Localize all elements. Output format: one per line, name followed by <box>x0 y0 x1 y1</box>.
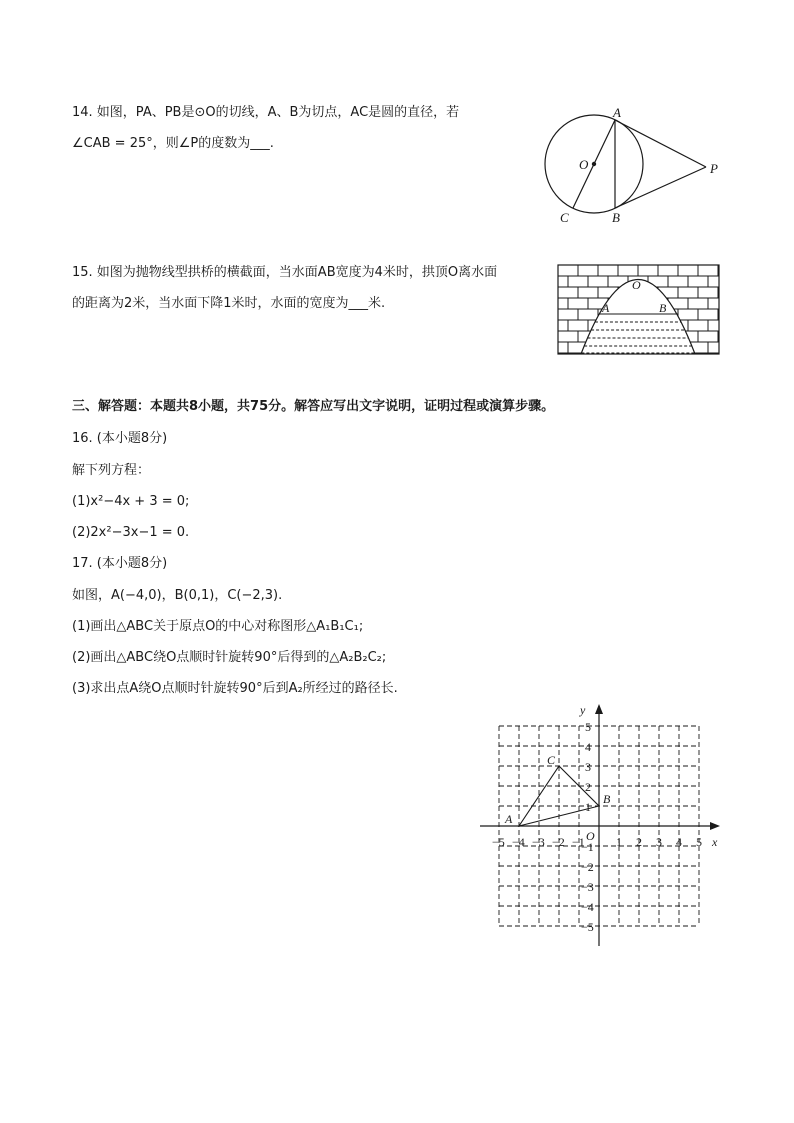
q16-item-1: (1)x²−4x + 3 = 0; <box>72 494 190 509</box>
y-tick-label: −5 <box>581 920 594 934</box>
y-tick-label: 2 <box>585 780 591 794</box>
x-tick-label: −1 <box>572 835 585 849</box>
q15-arch-bridge-figure <box>556 262 722 358</box>
label-a: A <box>505 812 513 826</box>
x-tick-label: −2 <box>552 835 565 849</box>
label-o: O <box>579 157 589 172</box>
q17-item-1: (1)画出△ABC关于原点O的中心对称图形△A₁B₁C₁; <box>72 619 364 634</box>
y-tick-label: −1 <box>581 840 594 854</box>
tangent-pa <box>615 120 706 167</box>
x-tick-label: 4 <box>676 835 682 849</box>
x-tick-label: 3 <box>656 835 662 849</box>
water-lines <box>581 322 694 353</box>
y-tick-label: −2 <box>581 860 594 874</box>
label-y: y <box>580 703 586 717</box>
y-tick-label: −3 <box>581 880 594 894</box>
label-o: O <box>632 278 641 292</box>
label-x: x <box>712 835 718 849</box>
label-a: A <box>613 105 621 120</box>
label-b: B <box>659 301 667 315</box>
tangent-pb <box>615 167 706 208</box>
q16-prompt: 解下列方程： <box>72 463 151 478</box>
section-3-heading: 三、解答题：本题共8小题，共75分。解答应写出文字说明，证明过程或演算步骤。 <box>72 399 555 414</box>
label-b: B <box>603 792 611 806</box>
q15-line-1: 15. 如图为抛物线型拱桥的横截面，当水面AB宽度为4米时，拱顶O离水面 <box>72 265 498 280</box>
q14-circle-tangent-figure <box>536 102 732 228</box>
q15-line-2: 的距离为2米，当水面下降1米时，水面的宽度为___米. <box>72 296 386 311</box>
x-tick-label: −4 <box>512 835 525 849</box>
y-tick-label: 1 <box>585 800 591 814</box>
y-tick-label: 5 <box>585 720 591 734</box>
x-tick-label: 1 <box>616 835 622 849</box>
center-point <box>592 162 596 166</box>
q17-item-2: (2)画出△ABC绕O点顺时针旋转90°后得到的△A₂B₂C₂; <box>72 650 387 665</box>
label-a: A <box>602 301 610 315</box>
y-tick-label: 3 <box>585 760 591 774</box>
q16-item-2: (2)2x²−3x−1 = 0. <box>72 525 190 540</box>
q17-coordinate-grid <box>478 700 728 950</box>
q17-item-3: (3)求出点A绕O点顺时针旋转90°后到A₂所经过的路径长. <box>72 681 398 696</box>
label-o: O <box>586 829 595 843</box>
x-tick-label: −3 <box>532 835 545 849</box>
label-c: C <box>560 210 569 225</box>
x-tick-label: 5 <box>696 835 702 849</box>
y-tick-label: 4 <box>585 740 591 754</box>
y-tick-label: −4 <box>581 900 594 914</box>
q16-header: 16. (本小题8分) <box>72 431 168 446</box>
label-c: C <box>547 753 556 767</box>
q14-line-2: ∠CAB = 25°，则∠P的度数为___. <box>72 136 274 151</box>
label-p: P <box>710 161 718 176</box>
q14-line-1: 14. 如图，PA、PB是⊙O的切线，A、B为切点，AC是圆的直径，若 <box>72 105 460 120</box>
x-tick-label: −5 <box>492 835 505 849</box>
label-b: B <box>612 210 620 225</box>
y-axis-arrow <box>595 704 603 714</box>
q17-header: 17. (本小题8分) <box>72 556 168 571</box>
x-axis-arrow <box>710 822 720 830</box>
q17-prompt: 如图，A(−4,0)，B(0,1)，C(−2,3). <box>72 588 283 603</box>
x-tick-label: 2 <box>636 835 642 849</box>
